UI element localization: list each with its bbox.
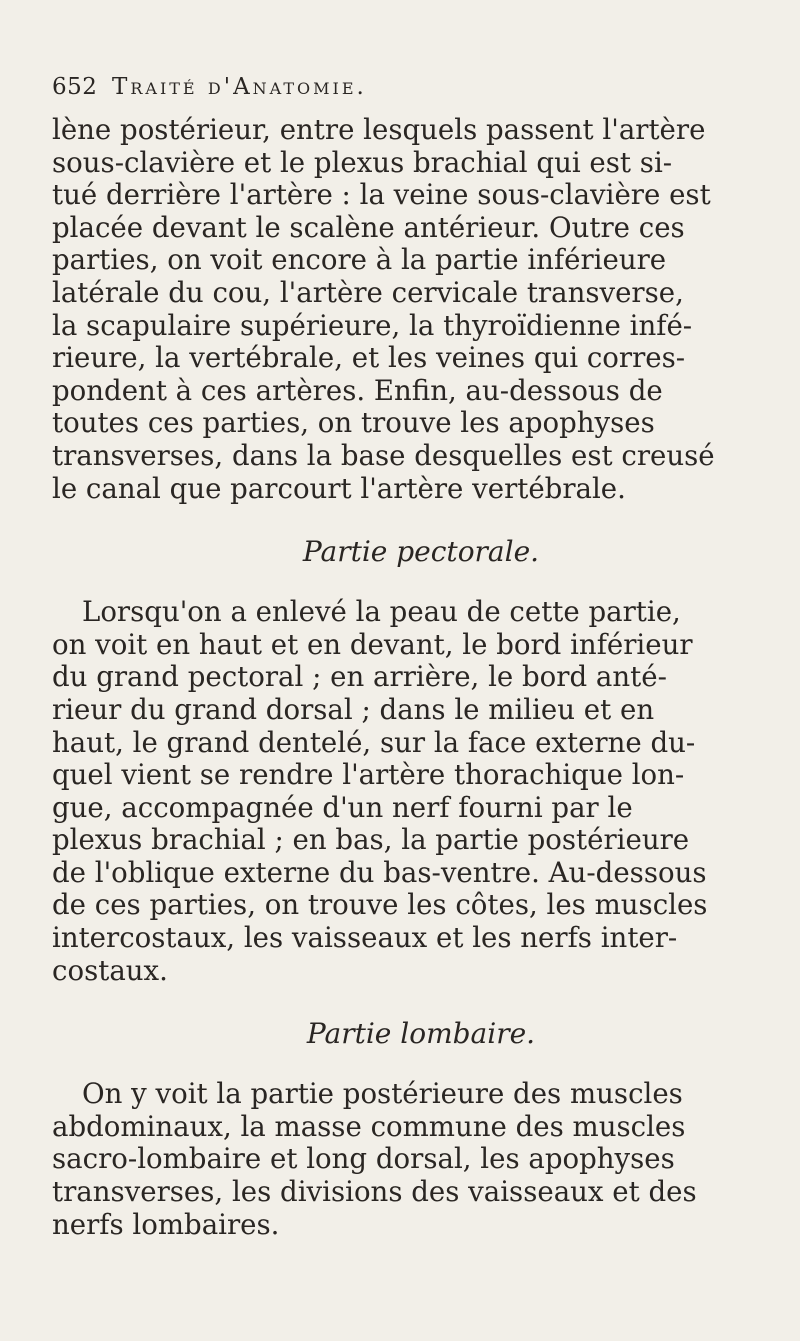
page-header [52, 74, 770, 100]
text-line: toutes ces parties, on trouve les apophyses [52, 407, 655, 440]
text-line: sous-clavière et le plexus brachial qui est si- [52, 146, 673, 179]
text-line: pondent à ces artères. Enfin, au-dessous de [52, 374, 663, 407]
body-text [52, 114, 770, 1241]
page-number: 652 [52, 74, 98, 100]
text-line: intercostaux, les vaisseaux et les nerfs inter- [52, 922, 678, 955]
paragraph [52, 1078, 770, 1241]
text-line: plexus brachial ; en bas, la partie postérieure [52, 824, 690, 857]
text-line: haut, le grand dentelé, sur la face externe du- [52, 726, 696, 759]
text-line: abdominaux, la masse commune des muscles [52, 1110, 686, 1143]
text-line: placée devant le scalène antérieur. Outre ces [52, 211, 685, 244]
text-line: Lorsqu'on a enlevé la peau de cette partie, [82, 596, 681, 629]
text-line: costaux. [52, 954, 168, 987]
text-line: on voit en haut et en devant, le bord inférieur [52, 628, 693, 661]
text-line: transverses, dans la base desquelles est creusé [52, 439, 715, 472]
text-line: tué derrière l'artère : la veine sous-clavière est [52, 179, 711, 212]
text-line: de l'oblique externe du bas-ventre. Au-dessous [52, 856, 707, 889]
text-line: latérale du cou, l'artère cervicale transverse, [52, 276, 684, 309]
section-heading: Partie lombaire. [306, 1017, 536, 1051]
section-heading: Partie pectorale. [302, 535, 540, 569]
paragraph [52, 596, 770, 987]
text-line: le canal que parcourt l'artère vertébrale. [52, 472, 626, 505]
book-page [52, 74, 770, 1241]
text-line: quel vient se rendre l'artère thorachique lon- [52, 759, 685, 792]
text-line: parties, on voit encore à la partie inférieure [52, 244, 667, 277]
text-line: rieure, la vertébrale, et les veines qui corres- [52, 342, 686, 375]
text-line: On y voit la partie postérieure des muscles [82, 1078, 683, 1111]
text-line: la scapulaire supérieure, la thyroïdienne infé- [52, 309, 693, 342]
text-line: nerfs lombaires. [52, 1208, 280, 1241]
text-line: rieur du grand dorsal ; dans le milieu et en [52, 693, 655, 726]
running-title: Traité d'Anatomie. [112, 74, 367, 100]
text-line: sacro-lombaire et long dorsal, les apophyses [52, 1143, 675, 1176]
text-line: du grand pectoral ; en arrière, le bord anté- [52, 661, 667, 694]
text-line: lène postérieur, entre lesquels passent l'artère [52, 114, 706, 146]
text-line: de ces parties, on trouve les côtes, les muscles [52, 889, 708, 922]
paragraph [52, 114, 770, 505]
text-line: gue, accompagnée d'un nerf fourni par le [52, 791, 633, 824]
text-line: transverses, les divisions des vaisseaux et des [52, 1176, 697, 1209]
